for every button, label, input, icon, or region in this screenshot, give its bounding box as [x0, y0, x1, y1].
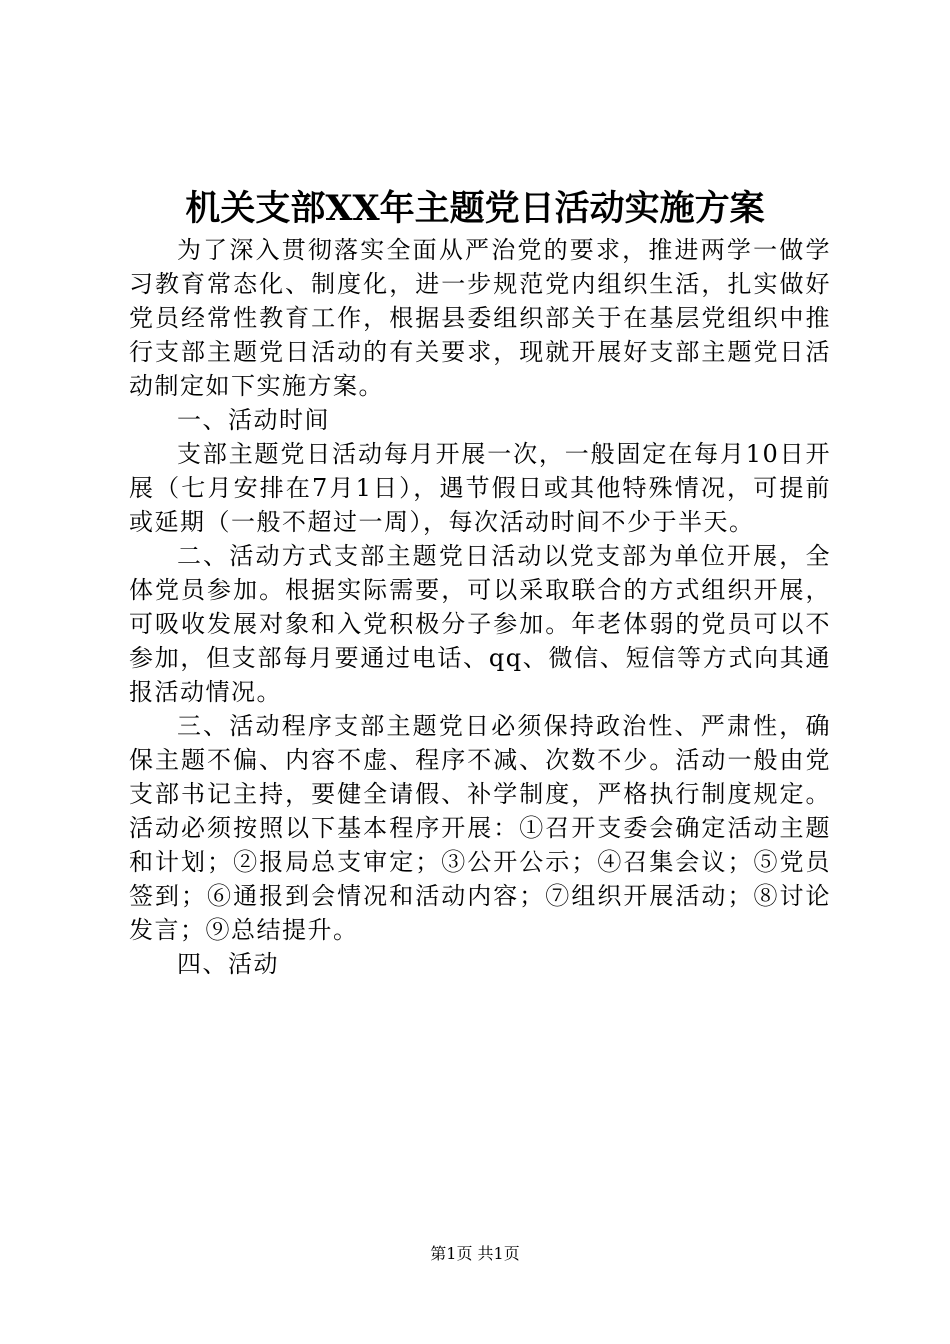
paragraph-intro: 为了深入贯彻落实全面从严治党的要求，推进两学一做学习教育常态化、制度化，进一步规范党内组织生活，扎实做好党员经常性教育工作，根据县委组织部关于在基层党组织中推行支部主题党日活动的有关要求，现就开展好支部主题党日活动制定如下实施方案。 [129, 236, 831, 400]
paragraph-method: 二、活动方式支部主题党日活动以党支部为单位开展，全体党员参加。根据实际需要，可以采取联合的方式组织开展，可吸收发展对象和入党积极分子参加。年老体弱的党员可以不参加，但支部每月要通过电话、qq、微信、短信等方式向其通报活动情况。 [129, 542, 831, 706]
paragraph-procedure: 三、活动程序支部主题党日必须保持政治性、严肃性，确保主题不偏、内容不虚、程序不减、次数不少。活动一般由党支部书记主持，要健全请假、补学制度，严格执行制度规定。活动必须按照以下基本程序开展：①召开支委会确定活动主题和计划；②报局总支审定；③公开公示；④召集会议；⑤党员签到；⑥通报到会情况和活动内容；⑦组织开展活动；⑧讨论发言；⑨总结提升。 [129, 712, 831, 944]
document-body [129, 233, 831, 981]
page-footer: 第1页 共1页 [430, 1244, 520, 1263]
section-heading-time: 一、活动时间 [177, 406, 330, 434]
paragraph-time: 支部主题党日活动每月开展一次，一般固定在每月10日开展（七月安排在7月1日），遇节假日或其他特殊情况，可提前或延期（一般不超过一周），每次活动时间不少于半天。 [129, 440, 831, 536]
document-title: 机关支部XX年主题党日活动实施方案 [185, 188, 765, 229]
section-heading-activity: 四、活动 [177, 950, 279, 978]
